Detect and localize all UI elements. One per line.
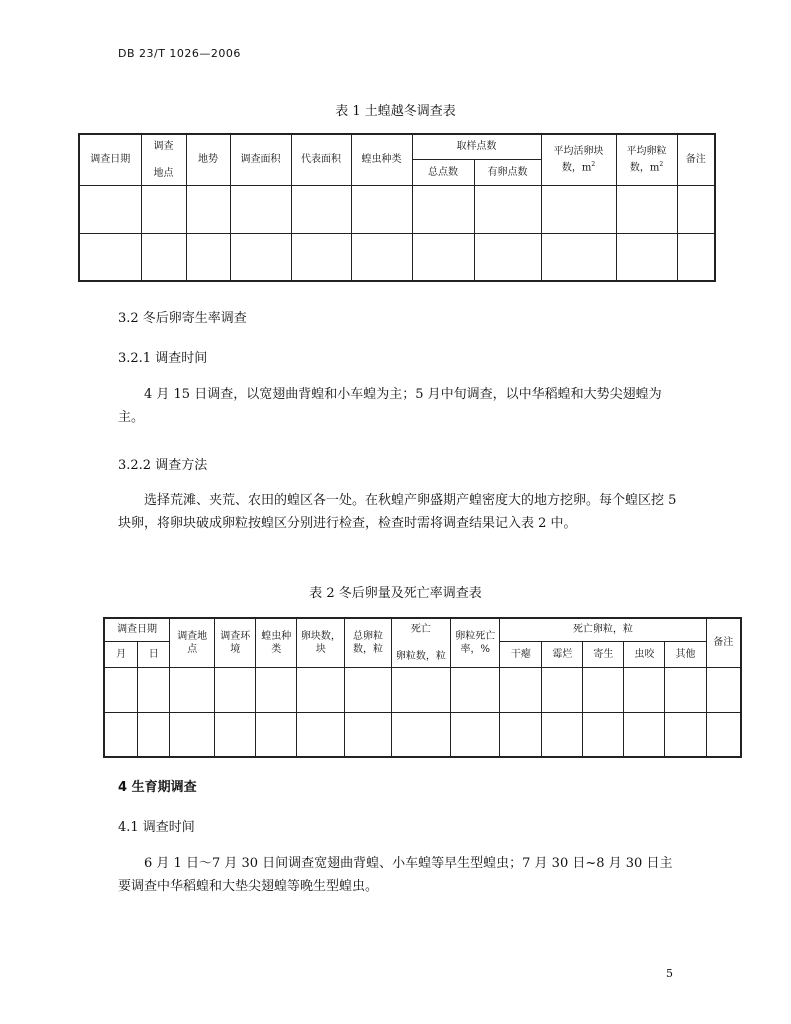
t2-header-date: 调查日期: [104, 618, 170, 641]
t2-header-mortality: 卵粒死亡率，%: [451, 618, 500, 667]
table1: [78, 133, 716, 282]
t2-header-dry: 干瘪: [500, 641, 542, 667]
table-row: [79, 185, 715, 233]
table1-caption: 表 1 土蝗越冬调查表: [335, 104, 456, 119]
t1-header-egg-points: 有卵点数: [474, 159, 541, 185]
section-4-heading: 4 生育期调查: [118, 780, 197, 795]
t1-header-place: 调查 地点: [141, 134, 186, 185]
section-3-2-heading: 3.2 冬后卵寄生率调查: [118, 311, 247, 326]
t2-header-month: 月: [104, 641, 138, 667]
t1-header-avg-live-egg-pods: 平均活卵块数，$m^2$: [541, 134, 616, 185]
t2-header-species: 蝗虫种类: [256, 618, 297, 667]
t2-header-pods: 卵块数，块: [297, 618, 345, 667]
t1-header-date: 调查日期: [79, 134, 141, 185]
t1-header-rep-area: 代表面积: [291, 134, 351, 185]
t2-header-place: 调查地点: [170, 618, 215, 667]
t2-header-other: 其他: [665, 641, 706, 667]
paragraph-survey-method: 选择荒滩、夹荒、农田的蝗区各一处。在秋蝗产卵盛期产蝗密度大的地方挖卵。每个蝗区挖 5 块卵，将卵块破成卵粒按蝗区分别进行检查，检查时需将调查结果记入表 2 中。: [118, 493, 677, 531]
t1-header-avg-eggs: 平均卵粒数，$m^2$: [616, 134, 677, 185]
section-3-2-2-heading: 3.2.2 调查方法: [118, 458, 208, 473]
t2-header-insect: 虫咬: [624, 641, 665, 667]
t1-header-survey-area: 调查面积: [230, 134, 291, 185]
t1-header-species: 蝗虫种类: [351, 134, 412, 185]
t2-header-remarks: 备注: [706, 618, 741, 667]
table-row: [79, 233, 715, 281]
page-number: 5: [666, 967, 673, 980]
table-row: [104, 667, 741, 712]
paragraph-growth-survey-time: 6 月 1 日～7 月 30 日间调查宽翅曲背蝗、小车蝗等早生型蝗虫；7 月 30 日~8 月 30 日主要调查中华稻蝗和大垫尖翅蝗等晚生型蝗虫。: [118, 856, 673, 894]
t2-header-total-eggs: 总卵粒数，粒: [345, 618, 391, 667]
table2-caption: 表 2 冬后卵量及死亡率调查表: [309, 586, 482, 601]
table2: [103, 617, 742, 758]
t2-header-parasite: 寄生: [583, 641, 624, 667]
t2-header-mold: 霉烂: [542, 641, 583, 667]
t1-header-total-points: 总点数: [412, 159, 474, 185]
section-3-2-1-heading: 3.2.1 调查时间: [118, 351, 208, 366]
t2-header-dead-eggs: 死亡卵粒，粒: [500, 618, 706, 641]
table-row: [104, 712, 741, 757]
page-header: DB 23/T 1026—2006: [118, 47, 241, 60]
paragraph-survey-time: 4 月 15 日调查，以宽翅曲背蝗和小车蝗为主；5 月中旬调查，以中华稻蝗和大势尖翅蝗为主。: [118, 387, 662, 425]
t2-header-dead-eggs-count: 死亡 卵粒数，粒: [391, 618, 450, 667]
t2-header-env: 调查环境: [215, 618, 256, 667]
t1-header-remarks: 备注: [677, 134, 715, 185]
t2-header-day: 日: [138, 641, 170, 667]
section-4-1-heading: 4.1 调查时间: [118, 820, 195, 835]
t1-header-terrain: 地势: [186, 134, 230, 185]
t1-header-sampling: 取样点数: [412, 134, 541, 159]
